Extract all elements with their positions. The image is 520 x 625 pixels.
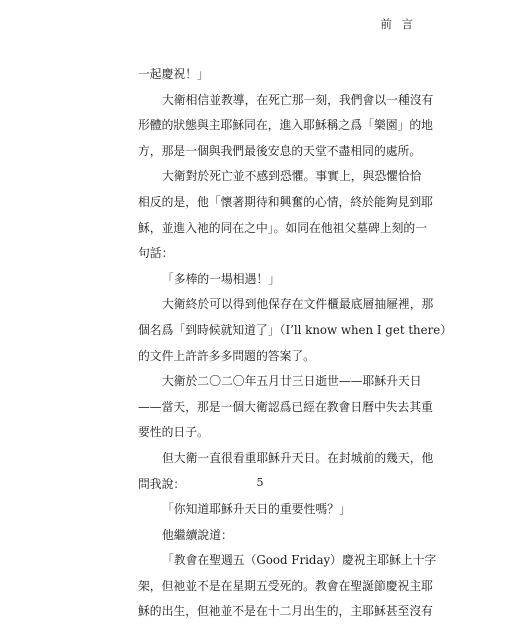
- text-line: 「多棒的一場相遇！」: [162, 271, 280, 286]
- text-line: 要性的日子。: [138, 425, 209, 440]
- text-line: 「你知道耶穌升天日的重要性嗎？」: [162, 502, 351, 517]
- text-line: 大衛對於死亡並不感到恐懼。事實上，與恐懼恰恰: [162, 169, 422, 184]
- text-line: 他繼續說道：: [162, 527, 233, 542]
- text-line: 「教會在聖週五（Good Friday）慶祝主耶穌上十字: [162, 553, 437, 568]
- text-line: 穌，並進入祂的同在之中」。如同在他祖父墓碑上刻的一: [138, 220, 428, 235]
- text-line: 的文件上許許多多問題的答案了。: [138, 348, 315, 363]
- text-line: 問我說：: [138, 476, 186, 491]
- text-line: 相反的是，他「懷著期待和興奮的心情，終於能夠見到耶: [138, 194, 433, 209]
- text-line: 架，但祂並不是在星期五受死的。教會在聖誕節慶祝主耶: [138, 578, 433, 593]
- text-line: 個名爲「到時候就知道了」（I’ll know when I get there）: [138, 322, 453, 337]
- text-line: 一起慶祝！」: [138, 67, 209, 81]
- body-text: [138, 62, 453, 625]
- text-line: 大衛於二〇二〇年五月廿三日逝世——耶穌升天日: [162, 374, 422, 389]
- text-line: 方，那是一個與我們最後安息的天堂不盡相同的處所。: [138, 143, 422, 158]
- running-header: 前 言: [380, 17, 416, 31]
- text-line: 大衛相信並教導，在死亡那一刻，我們會以一種沒有: [162, 92, 434, 107]
- text-line: ——當天，那是一個大衛認爲已經在教會日曆中失去其重: [138, 399, 433, 414]
- text-line: 大衛終於可以得到他保存在文件櫃最底層抽屜裡，那: [162, 297, 434, 312]
- text-line: 但大衛一直很看重耶穌升天日。在封城前的幾天，他: [162, 450, 434, 465]
- page-number: 5: [256, 476, 264, 489]
- text-line: 句話：: [138, 246, 174, 261]
- text-line: 形體的狀態與主耶穌同在，進入耶穌稱之爲「樂園」的地: [138, 118, 433, 133]
- text-line: 穌的出生，但祂並不是在十二月出生的，主耶穌甚至沒有: [138, 604, 433, 619]
